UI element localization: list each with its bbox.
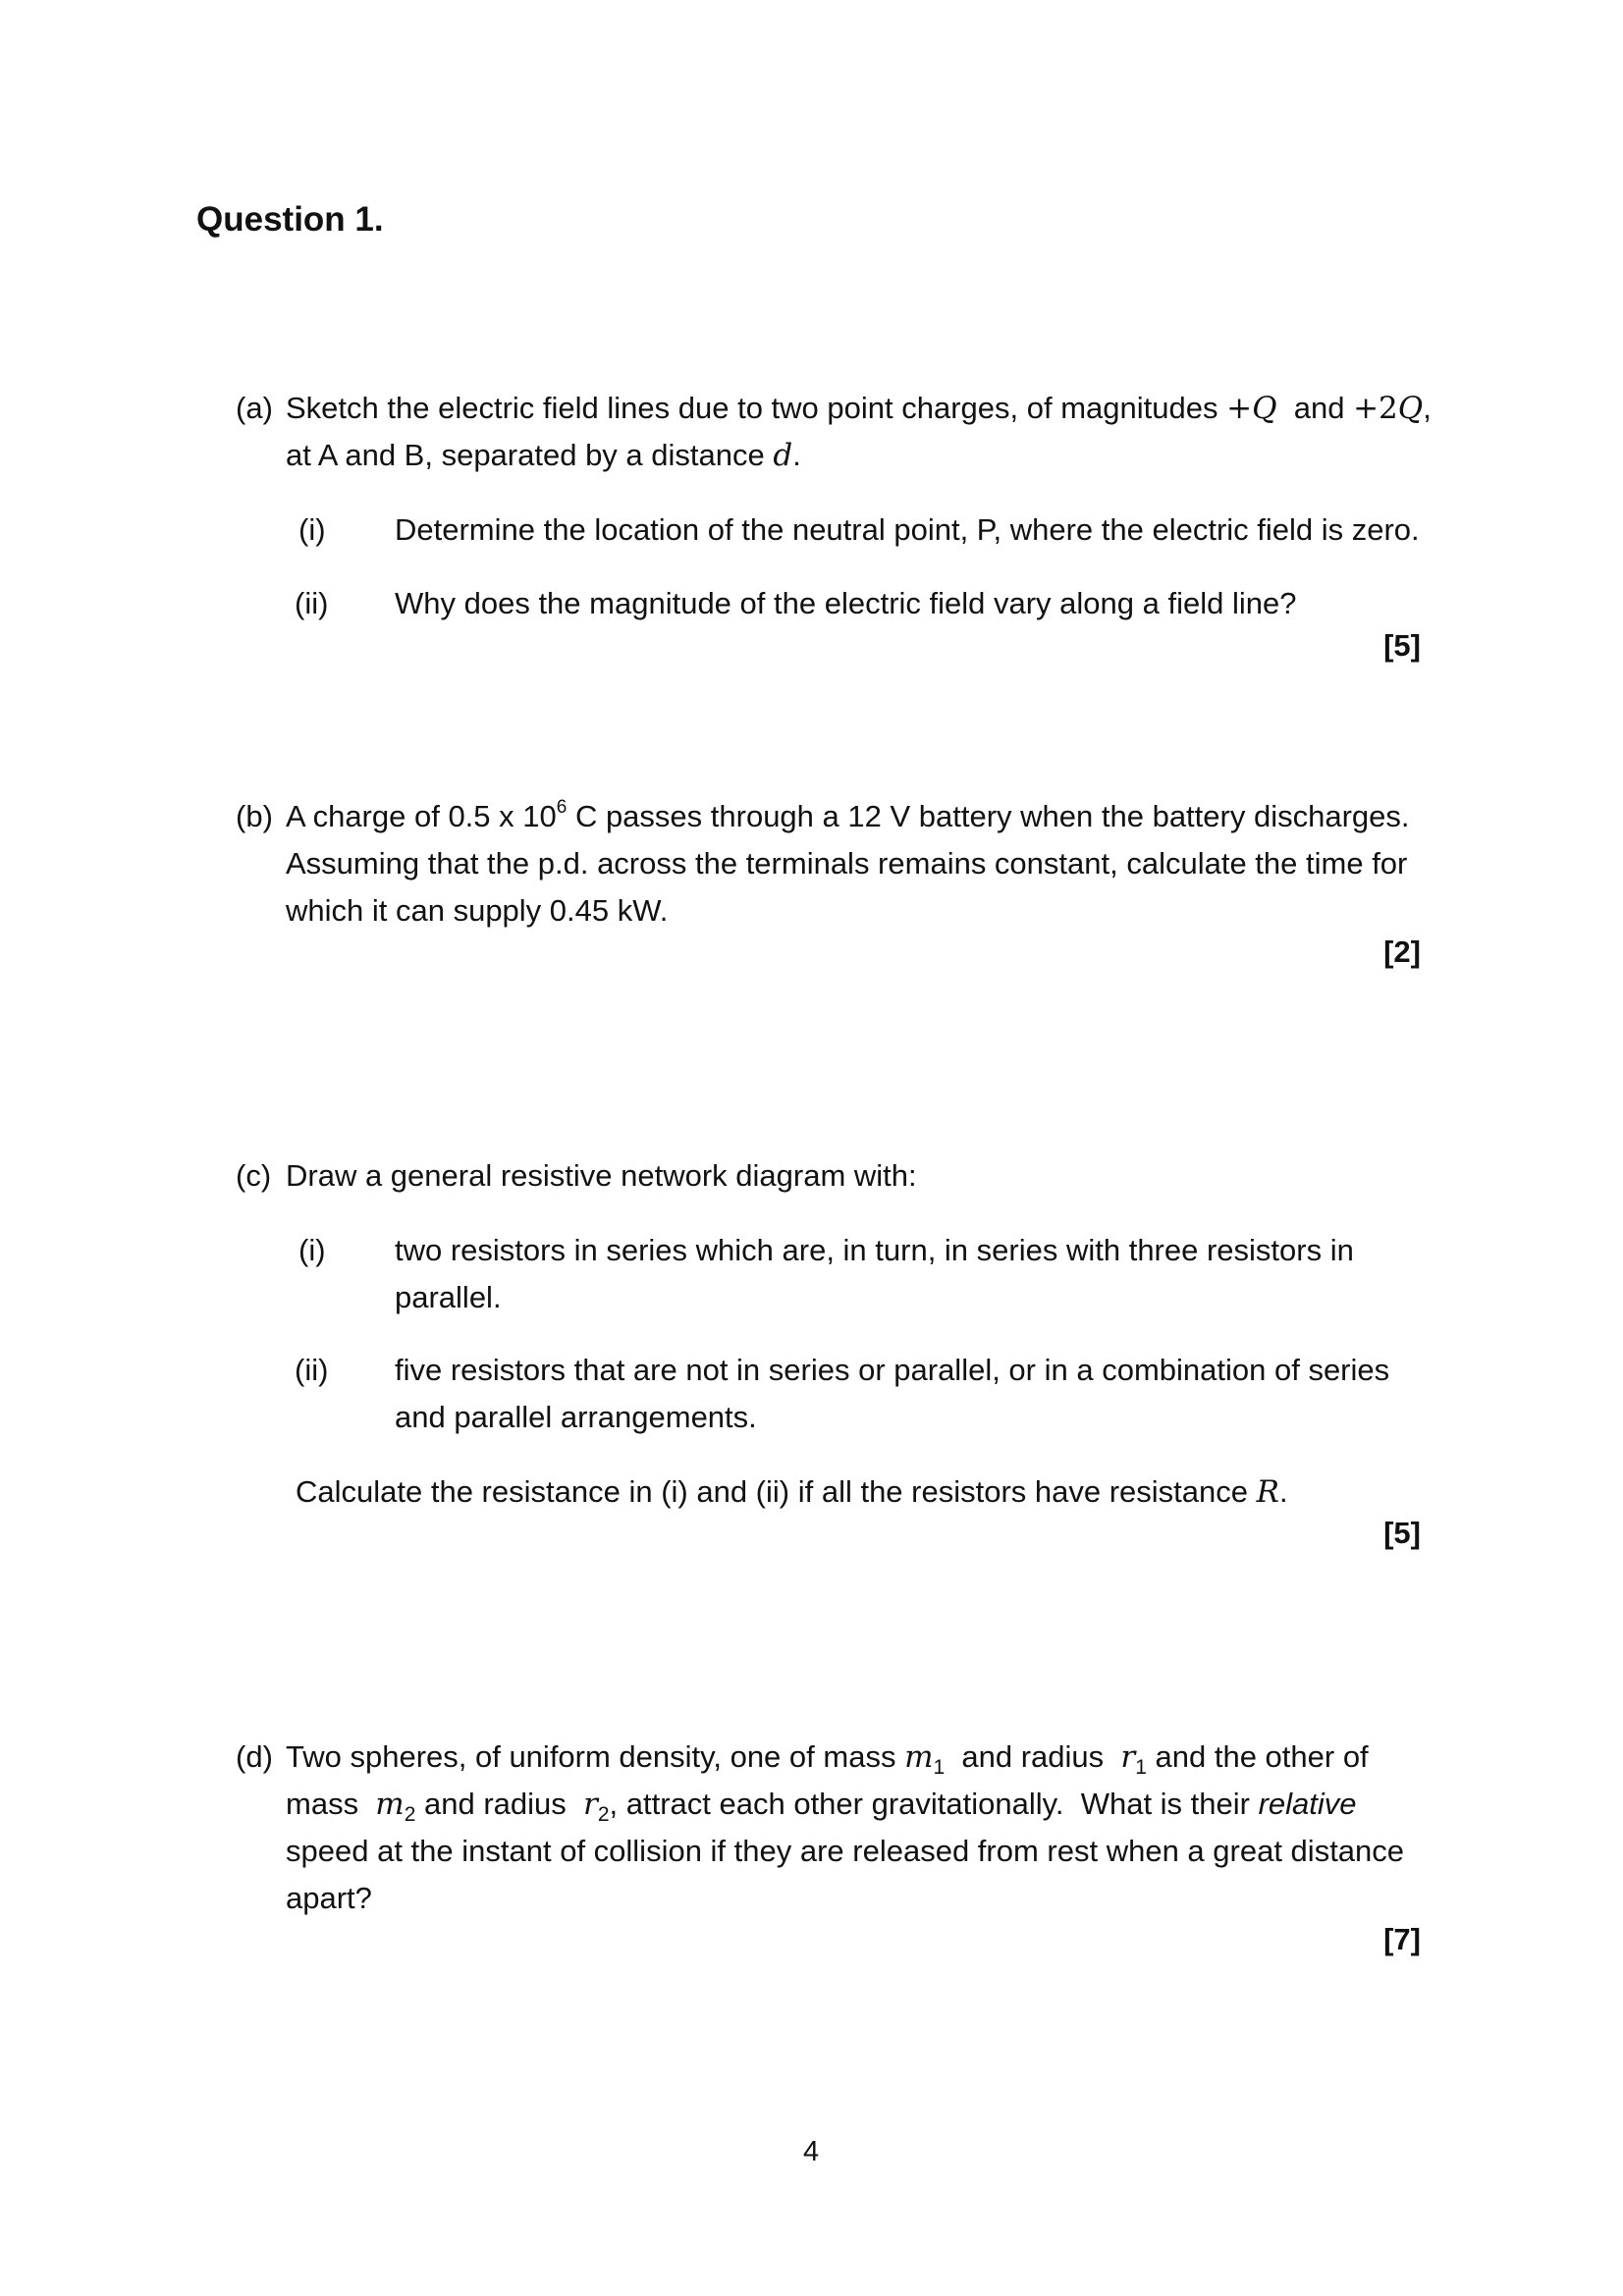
part-c-ii-label: (ii)	[295, 1353, 329, 1387]
part-d-line3: speed at the instant of collision if they are released from rest when a great distance	[286, 1834, 1405, 1868]
part-d-line2	[286, 1781, 1357, 1828]
question-title: Question 1.	[196, 200, 384, 239]
part-a-period: .	[792, 438, 801, 472]
charge-2q: +2Q	[1353, 391, 1424, 426]
part-b-line1-rest: C passes through a 12 V battery when the battery discharges.	[567, 799, 1410, 833]
part-a-line2	[286, 432, 801, 479]
part-c-period: .	[1278, 1474, 1288, 1509]
part-a-label: (a)	[236, 391, 273, 425]
part-d-line2-c: , attract each other gravitationally	[609, 1787, 1055, 1821]
part-c-label: (c)	[236, 1158, 272, 1193]
sub-1: 1	[933, 1756, 946, 1779]
resistance-r: R	[1256, 1474, 1279, 1510]
radius-r2: r	[583, 1787, 598, 1822]
part-d-line1-c: and the other of	[1146, 1739, 1369, 1774]
part-c-i-label: (i)	[298, 1233, 326, 1267]
exponent: 6	[556, 797, 568, 818]
part-d-marks: [7]	[1383, 1922, 1421, 1956]
part-d-line2-a: mass	[286, 1787, 376, 1821]
part-c-ii-line2: and parallel arrangements.	[395, 1400, 757, 1434]
relative-word: relative	[1258, 1787, 1357, 1821]
radius-r1: r	[1120, 1739, 1136, 1775]
part-d-line1-b: and radius	[945, 1739, 1121, 1774]
mass-m2: m	[375, 1787, 405, 1822]
part-a-line1-text: Sketch the electric field lines due to two point charges, of magnitudes	[286, 391, 1227, 425]
charge-q: +Q	[1226, 391, 1277, 426]
part-c-i-line1: two resistors in series which are, in turn, in series with three resistors in	[395, 1233, 1354, 1267]
part-a-line1	[286, 385, 1432, 432]
part-a-ii-label: (ii)	[295, 586, 329, 620]
part-c-calc-text: Calculate the resistance in (i) and (ii) if all the resistors have resistance	[296, 1474, 1257, 1509]
part-a-comma: ,	[1423, 391, 1432, 425]
part-c-i-line2: parallel.	[395, 1280, 502, 1314]
part-b-marks: [2]	[1383, 934, 1421, 969]
part-b-line2: Assuming that the p.d. across the terminals remains constant, calculate the time for	[286, 846, 1408, 881]
part-c-marks: [5]	[1383, 1516, 1421, 1550]
part-d-line1-a: Two spheres, of uniform density, one of mass	[286, 1739, 905, 1774]
part-b-line1	[286, 793, 1410, 840]
part-a-i-label: (i)	[298, 512, 326, 547]
part-b-label: (b)	[236, 799, 273, 833]
part-a-i-text: Determine the location of the neutral point, P, where the electric field is zero.	[395, 512, 1420, 547]
sub-1b: 1	[1135, 1756, 1147, 1779]
sub-2b: 2	[597, 1803, 610, 1826]
part-d-line4: apart?	[286, 1881, 372, 1915]
part-d-line2-b: and radius	[415, 1787, 583, 1821]
part-b-line3: which it can supply 0.45 kW.	[286, 893, 669, 928]
distance-d: d	[773, 438, 793, 473]
part-a-line2-text: at A and B, separated by a distance	[286, 438, 774, 472]
sub-2: 2	[404, 1803, 416, 1826]
part-d-line1	[286, 1734, 1369, 1781]
part-a-marks: [5]	[1383, 628, 1421, 663]
part-a-and: and	[1276, 391, 1354, 425]
part-c-line1: Draw a general resistive network diagram with:	[286, 1158, 917, 1193]
part-c-calc	[296, 1468, 1288, 1516]
part-a-ii-text: Why does the magnitude of the electric field vary along a field line?	[395, 586, 1297, 620]
part-c-ii-line1: five resistors that are not in series or parallel, or in a combination of series	[395, 1353, 1390, 1387]
mass-m1: m	[904, 1739, 934, 1775]
page-number: 4	[803, 2136, 820, 2167]
part-b-line1-text: A charge of 0.5 x 10	[286, 799, 557, 833]
part-d-line2-d: . What is their	[1055, 1787, 1259, 1821]
part-d-label: (d)	[236, 1739, 273, 1774]
